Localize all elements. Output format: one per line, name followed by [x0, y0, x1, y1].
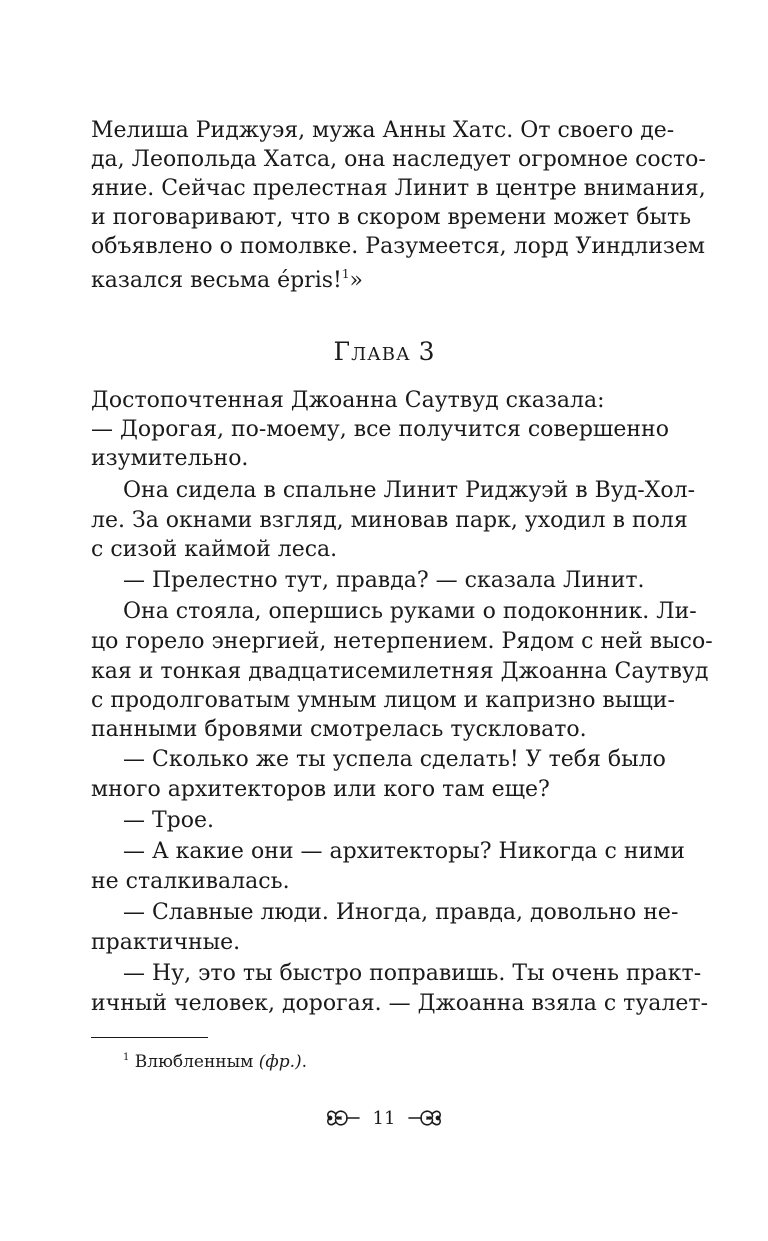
text-line: Она стояла, опершись руками о подоконник. Ли- — [123, 599, 697, 624]
text-fragment: казался весьма épris! — [91, 268, 342, 293]
page-number: 11 — [372, 1107, 396, 1129]
text-line: много архитекторов или кого там еще? — [91, 777, 550, 802]
flourish-ornament-left-icon — [325, 1105, 361, 1131]
text-line: — Сколько же ты успела сделать! У тебя было — [123, 747, 666, 772]
page-footer — [0, 1100, 768, 1136]
text-line: ичный человек, дорогая. — Джоанна взяла с туалет- — [91, 991, 708, 1016]
text-line: не сталкивалась. — [91, 869, 290, 894]
text-line: практичные. — [91, 930, 241, 955]
text-line: панными бровями смотрелась тускловато. — [91, 717, 587, 742]
footnote-period: . — [301, 1052, 308, 1072]
text-line: с сизой каймой леса. — [91, 537, 338, 562]
chapter-heading — [0, 335, 768, 369]
text-line: — А какие они — архитекторы? Никогда с ними — [123, 839, 685, 864]
footnote-reference: 1 — [341, 267, 350, 281]
text-line: Мелиша Риджуэя, мужа Анны Хатс. От своего де- — [91, 118, 675, 143]
text-line: — Прелестно тут, правда? — сказала Линит. — [123, 568, 645, 593]
flourish-ornament-right-icon — [407, 1105, 443, 1131]
footnote-language: (фр.) — [258, 1052, 302, 1072]
text-line: — Славные люди. Иногда, правда, довольно не- — [123, 900, 679, 925]
footnote — [123, 1050, 307, 1074]
text-line: с продолговатым умным лицом и капризно выщи- — [91, 688, 675, 713]
text-line: и поговаривают, что в скором времени может быть — [91, 205, 692, 230]
footnote-marker: 1 — [123, 1052, 130, 1063]
text-line: Она сидела в спальне Линит Риджуэй в Вуд-Хол- — [123, 478, 696, 503]
text-line: яние. Сейчас прелестная Линит в центре внимания, — [91, 176, 706, 201]
text-line: изумительно. — [91, 446, 249, 471]
closing-quote: » — [349, 268, 363, 293]
text-line: ле. За окнами взгляд, миновав парк, уходил в поля — [91, 508, 688, 533]
text-line: Достопочтенная Джоанна Саутвуд сказала: — [91, 388, 605, 413]
footnote-text: Влюбленным — [134, 1052, 259, 1072]
text-line — [91, 266, 638, 296]
text-line: — Ну, это ты быстро поправишь. Ты очень практ- — [123, 961, 702, 986]
chapter-number: 3 — [418, 337, 435, 366]
chapter-word: Глава — [333, 337, 411, 366]
text-line: цо горело энергией, нетерпением. Рядом с ней высо- — [91, 629, 713, 654]
text-line: да, Леопольда Хатса, она наследует огромное состо- — [91, 147, 706, 172]
text-line: объявлено о помолвке. Разумеется, лорд Уиндлизем — [91, 234, 706, 259]
footnote-divider — [91, 1037, 208, 1038]
text-line: — Дорогая, по-моему, все получится совершенно — [91, 417, 669, 442]
text-line: — Трое. — [123, 808, 215, 833]
text-line: кая и тонкая двадцатисемилетняя Джоанна Саутвуд — [91, 659, 709, 684]
